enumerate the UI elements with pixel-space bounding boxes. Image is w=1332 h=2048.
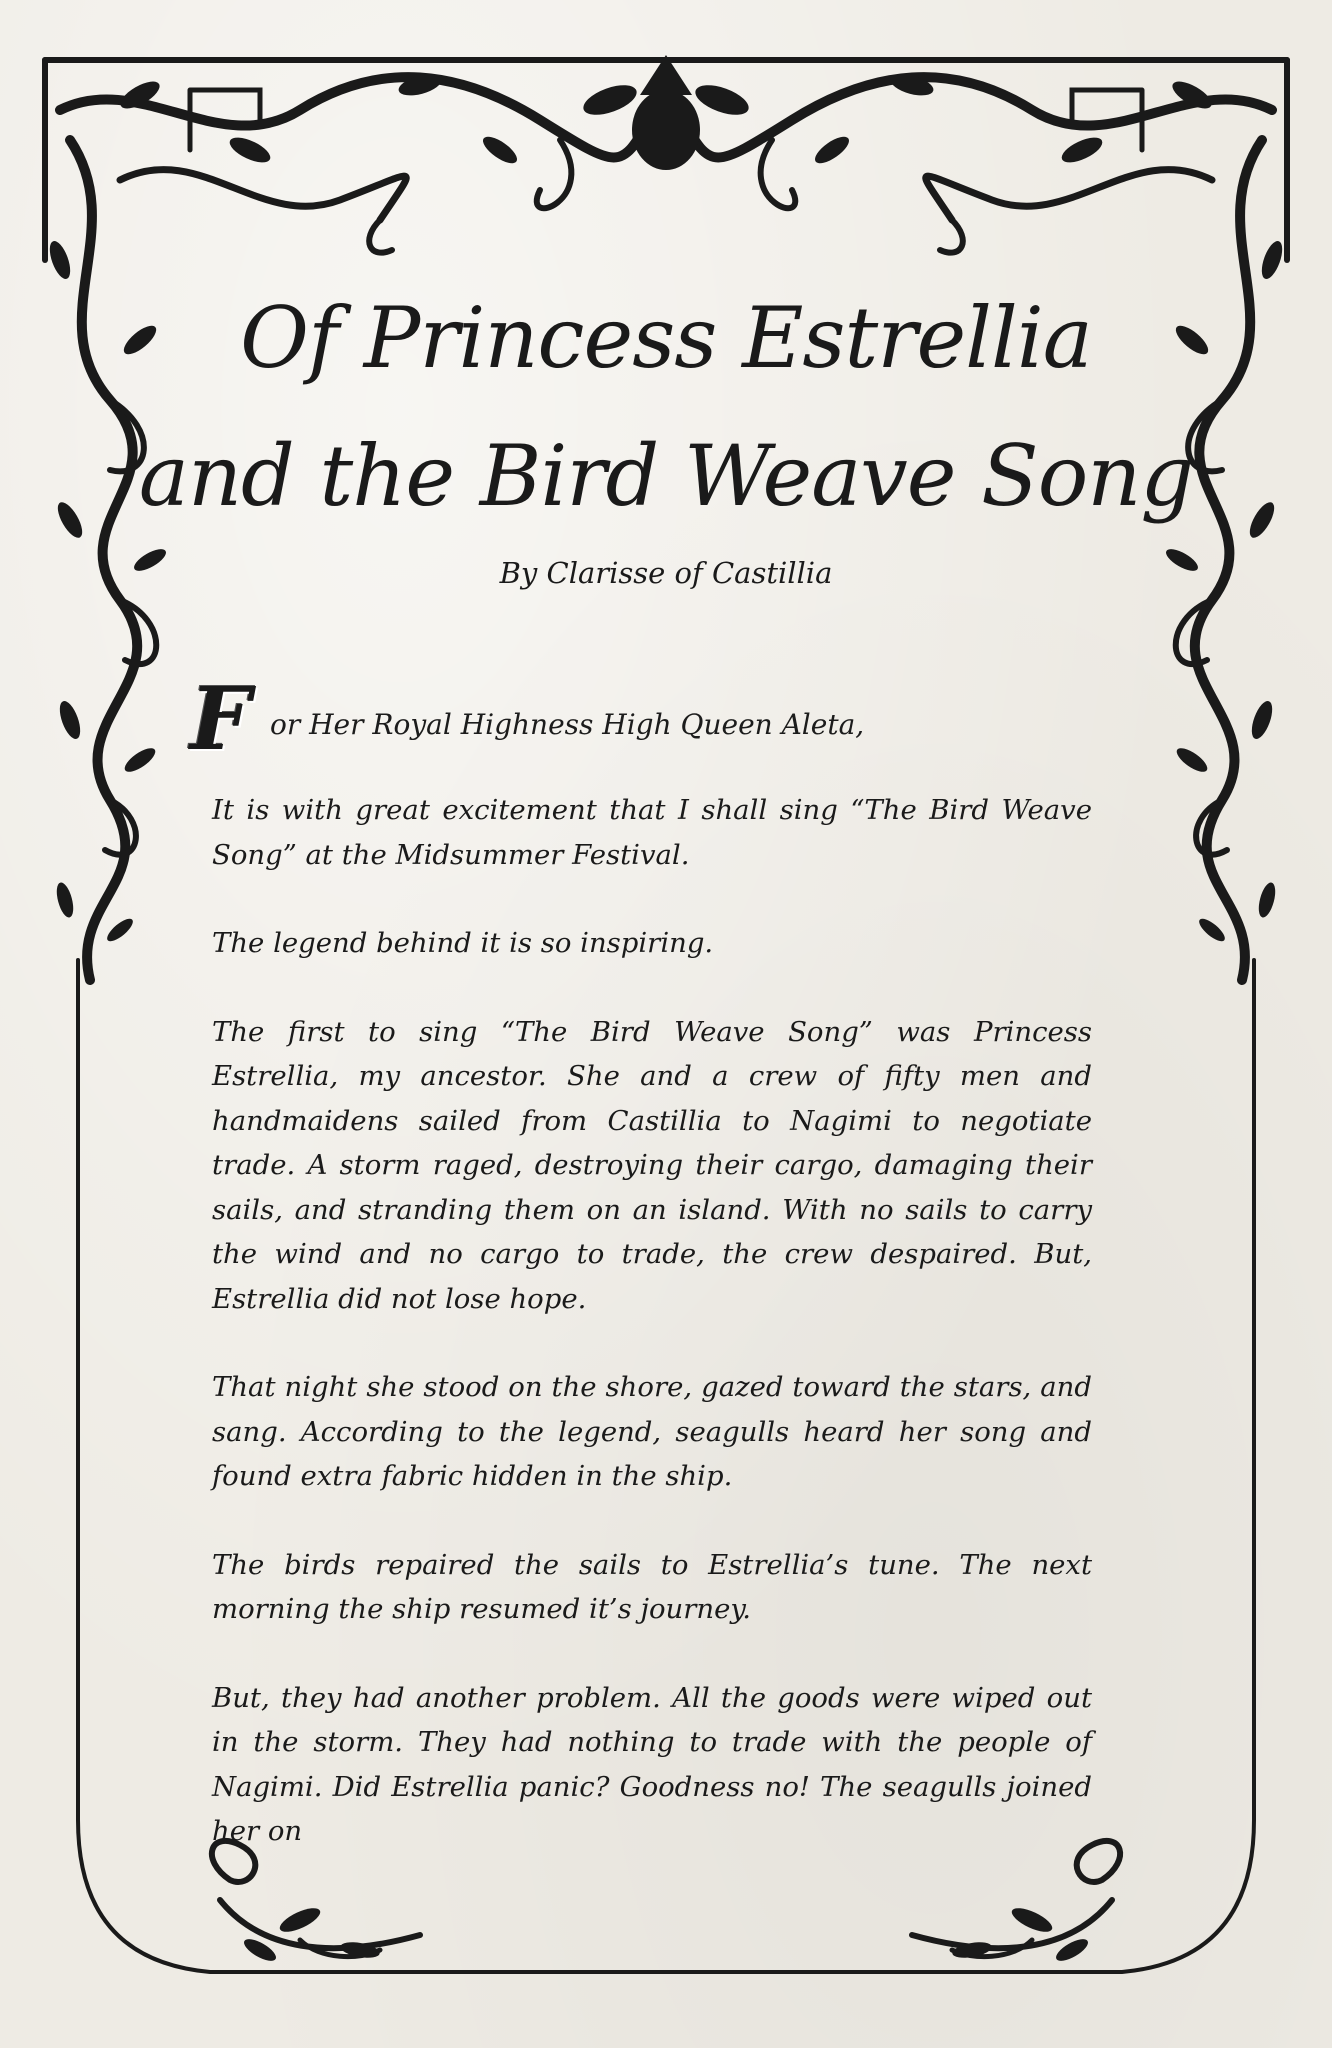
salutation [190, 669, 1090, 772]
byline: By Clarisse of Castillia [499, 556, 833, 590]
drop-cap: F [190, 669, 252, 770]
salutation-text: or Her Royal Highness High Queen Aleta, [270, 708, 865, 741]
title-line-1: Of Princess Estrellia [240, 289, 1092, 387]
paragraph: But, they had another problem. All the goods were wiped out in the storm. They had nothing to trade with the people of Nagimi. Did Estrellia panic? Goodness no! The seagulls joined her on [212, 1681, 1092, 1847]
letter-body [212, 788, 1092, 1898]
paragraph: The first to sing “The Bird Weave Song” was Princess Estrellia, my ancestor. She and a crew of fifty men and handmaidens sailed from Castillia to Nagimi to negotiate trade. A storm raged, destroying their cargo, damaging their sails, and stranding them on an island. With no sails to carry the wind and no cargo to trade, the crew despaired. But, Estrellia did not lose hope. [212, 1015, 1092, 1315]
paragraph: The birds repaired the sails to Estrellia’s tune. The next morning the ship resumed it’s journey. [212, 1548, 1092, 1625]
paragraph: That night she stood on the shore, gazed toward the stars, and sang. According to the legend, seagulls heard her song and found extra fabric hidden in the ship. [212, 1371, 1092, 1492]
title-line-2: and the Bird Weave Song [138, 427, 1194, 525]
paragraph: The legend behind it is so inspiring. [212, 927, 714, 959]
paragraph: It is with great excitement that I shall sing “The Bird Weave Song” at the Midsummer Festival. [212, 794, 1092, 871]
